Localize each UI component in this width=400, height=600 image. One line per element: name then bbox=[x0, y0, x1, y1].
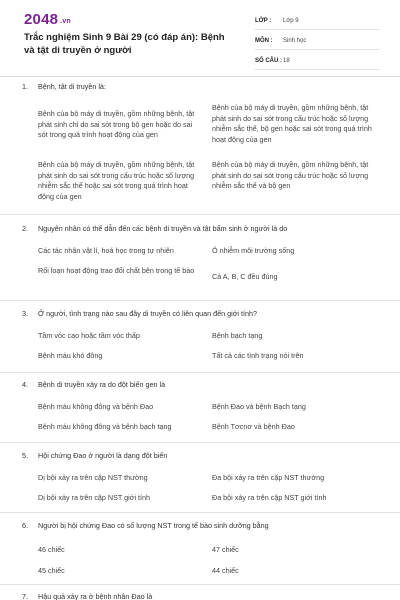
meta-value: Sinh học bbox=[283, 38, 307, 44]
answer-option-a[interactable]: Các tác nhân vật lí, hoá học trong tự nhiên bbox=[38, 246, 174, 255]
question-number: 5. bbox=[22, 451, 28, 460]
question-text: Hậu quả xảy ra ở bệnh nhân Đao là bbox=[38, 592, 153, 600]
question-number: 3. bbox=[22, 309, 28, 318]
meta-value: 18 bbox=[283, 58, 290, 64]
answer-option-b[interactable]: Bệnh bạch tạng bbox=[212, 331, 263, 340]
answer-option-d[interactable]: 44 chiếc bbox=[212, 566, 239, 575]
question-text: Người bị hội chứng Đao có số lượng NST trong tế bào sinh dưỡng bằng bbox=[38, 521, 269, 530]
answer-option-a[interactable]: Tầm vóc cao hoặc tầm vóc thấp bbox=[38, 331, 140, 340]
question-number: 7. bbox=[22, 592, 28, 600]
answer-option-a[interactable]: Dị bội xảy ra trên cặp NST thường bbox=[38, 473, 148, 482]
meta-label: LỚP : bbox=[255, 18, 272, 24]
answer-option-d[interactable]: Bệnh Tơcnơ và bệnh Đao bbox=[212, 422, 295, 431]
meta-value: Lớp 9 bbox=[283, 18, 299, 24]
answer-option-c[interactable]: Bệnh của bộ máy di truyền, gồm những bệnh, tật phát sinh do sai sót trong cấu trúc hoặc số lượng nhiễm sắc thể hoặc sai sót trong quá trình hoạt động của gen bbox=[38, 160, 195, 201]
meta-row-grade bbox=[255, 13, 380, 30]
question-stem bbox=[22, 309, 257, 319]
meta-row-subject bbox=[255, 33, 380, 50]
answer-option-b[interactable]: Bệnh của bộ máy di truyền, gồm những bệnh, tật phát sinh do sai sót trong cấu trúc hoặc số lượng nhiễm sắc thể, bộ gen hoặc sai sót trong quá trình hoạt động của gen bbox=[212, 103, 372, 144]
question-stem bbox=[22, 521, 269, 531]
question-text: Ở người, tình trạng nào sau đây di truyền có liên quan đến giới tính? bbox=[38, 309, 257, 318]
answer-option-c[interactable]: 45 chiếc bbox=[38, 566, 65, 575]
question-divider bbox=[0, 372, 400, 373]
question-text: Hội chứng Đao ở người là dạng đột biến bbox=[38, 451, 168, 460]
question-number: 6. bbox=[22, 521, 28, 530]
answer-option-b[interactable]: Ô nhiễm môi trường sống bbox=[212, 246, 295, 255]
answer-option-d[interactable]: Đa bội xảy ra trên cặp NST giới tính bbox=[212, 493, 327, 502]
meta-row-count bbox=[255, 53, 380, 70]
answer-option-a[interactable]: Bệnh máu không đông và bệnh Đao bbox=[38, 402, 154, 411]
answer-option-b[interactable]: 47 chiếc bbox=[212, 545, 239, 554]
question-divider bbox=[0, 442, 400, 443]
answer-option-c[interactable]: Dị bội xảy ra trên cặp NST giới tính bbox=[38, 493, 151, 502]
question-divider bbox=[0, 512, 400, 513]
meta-label: MÔN : bbox=[255, 38, 273, 44]
question-stem bbox=[22, 451, 167, 461]
answer-option-c[interactable]: Bệnh máu khó đông bbox=[38, 351, 103, 360]
answer-option-c[interactable]: Rối loạn hoạt động trao đổi chất bên trong tế bào bbox=[38, 266, 195, 275]
answer-option-a[interactable]: 46 chiếc bbox=[38, 545, 65, 554]
question-divider bbox=[0, 214, 400, 215]
question-text: Bệnh, tật di truyền là: bbox=[38, 82, 106, 91]
meta-label: SỐ CÂU : bbox=[255, 58, 282, 64]
question-stem bbox=[22, 82, 106, 92]
question-text: Nguyên nhân có thể dẫn đến các bệnh di truyền và tật bẩm sinh ở người là do bbox=[38, 224, 288, 233]
document-title: Trắc nghiệm Sinh 9 Bài 29 (có đáp án): Bệnh và tật di truyền ở người bbox=[24, 32, 225, 56]
question-number: 4. bbox=[22, 380, 28, 389]
question-divider bbox=[0, 300, 400, 301]
answer-option-d[interactable]: Tất cả các tình trạng nói trên bbox=[212, 351, 304, 360]
logo-text: 2048 bbox=[24, 11, 59, 28]
answer-option-c[interactable]: Bệnh máu không đông và bệnh bạch tạng bbox=[38, 422, 172, 431]
answer-option-d[interactable]: Bệnh của bộ máy di truyền, gồm những bệnh, tật phát sinh do sai sót trong cấu trúc hoặc số lượng nhiễm sắc thể và bộ gen bbox=[212, 160, 369, 190]
question-number: 2. bbox=[22, 224, 28, 233]
answer-option-d[interactable]: Cả A, B, C đều đúng bbox=[212, 272, 278, 281]
answer-option-b[interactable]: Bệnh Đao và bệnh Bạch tạng bbox=[212, 402, 306, 411]
logo-suffix: .vn bbox=[60, 18, 71, 25]
document-header bbox=[0, 0, 400, 77]
question-stem bbox=[22, 224, 287, 234]
answer-option-a[interactable]: Bệnh của bộ máy di truyền, gồm những bệnh, tật phát sinh chỉ do sai sót trong bộ gen hoặc do sai sót trong quá trình hoạt động của gen bbox=[38, 109, 195, 139]
question-text: Bệnh di truyền xảy ra do đột biến gen là bbox=[38, 380, 166, 389]
question-stem bbox=[22, 380, 165, 390]
question-divider bbox=[0, 584, 400, 585]
question-number: 1. bbox=[22, 82, 28, 91]
question-stem bbox=[22, 592, 152, 600]
answer-option-b[interactable]: Đa bội xảy ra trên cặp NST thường bbox=[212, 473, 325, 482]
site-logo[interactable] bbox=[24, 11, 71, 28]
document-meta bbox=[255, 13, 380, 73]
